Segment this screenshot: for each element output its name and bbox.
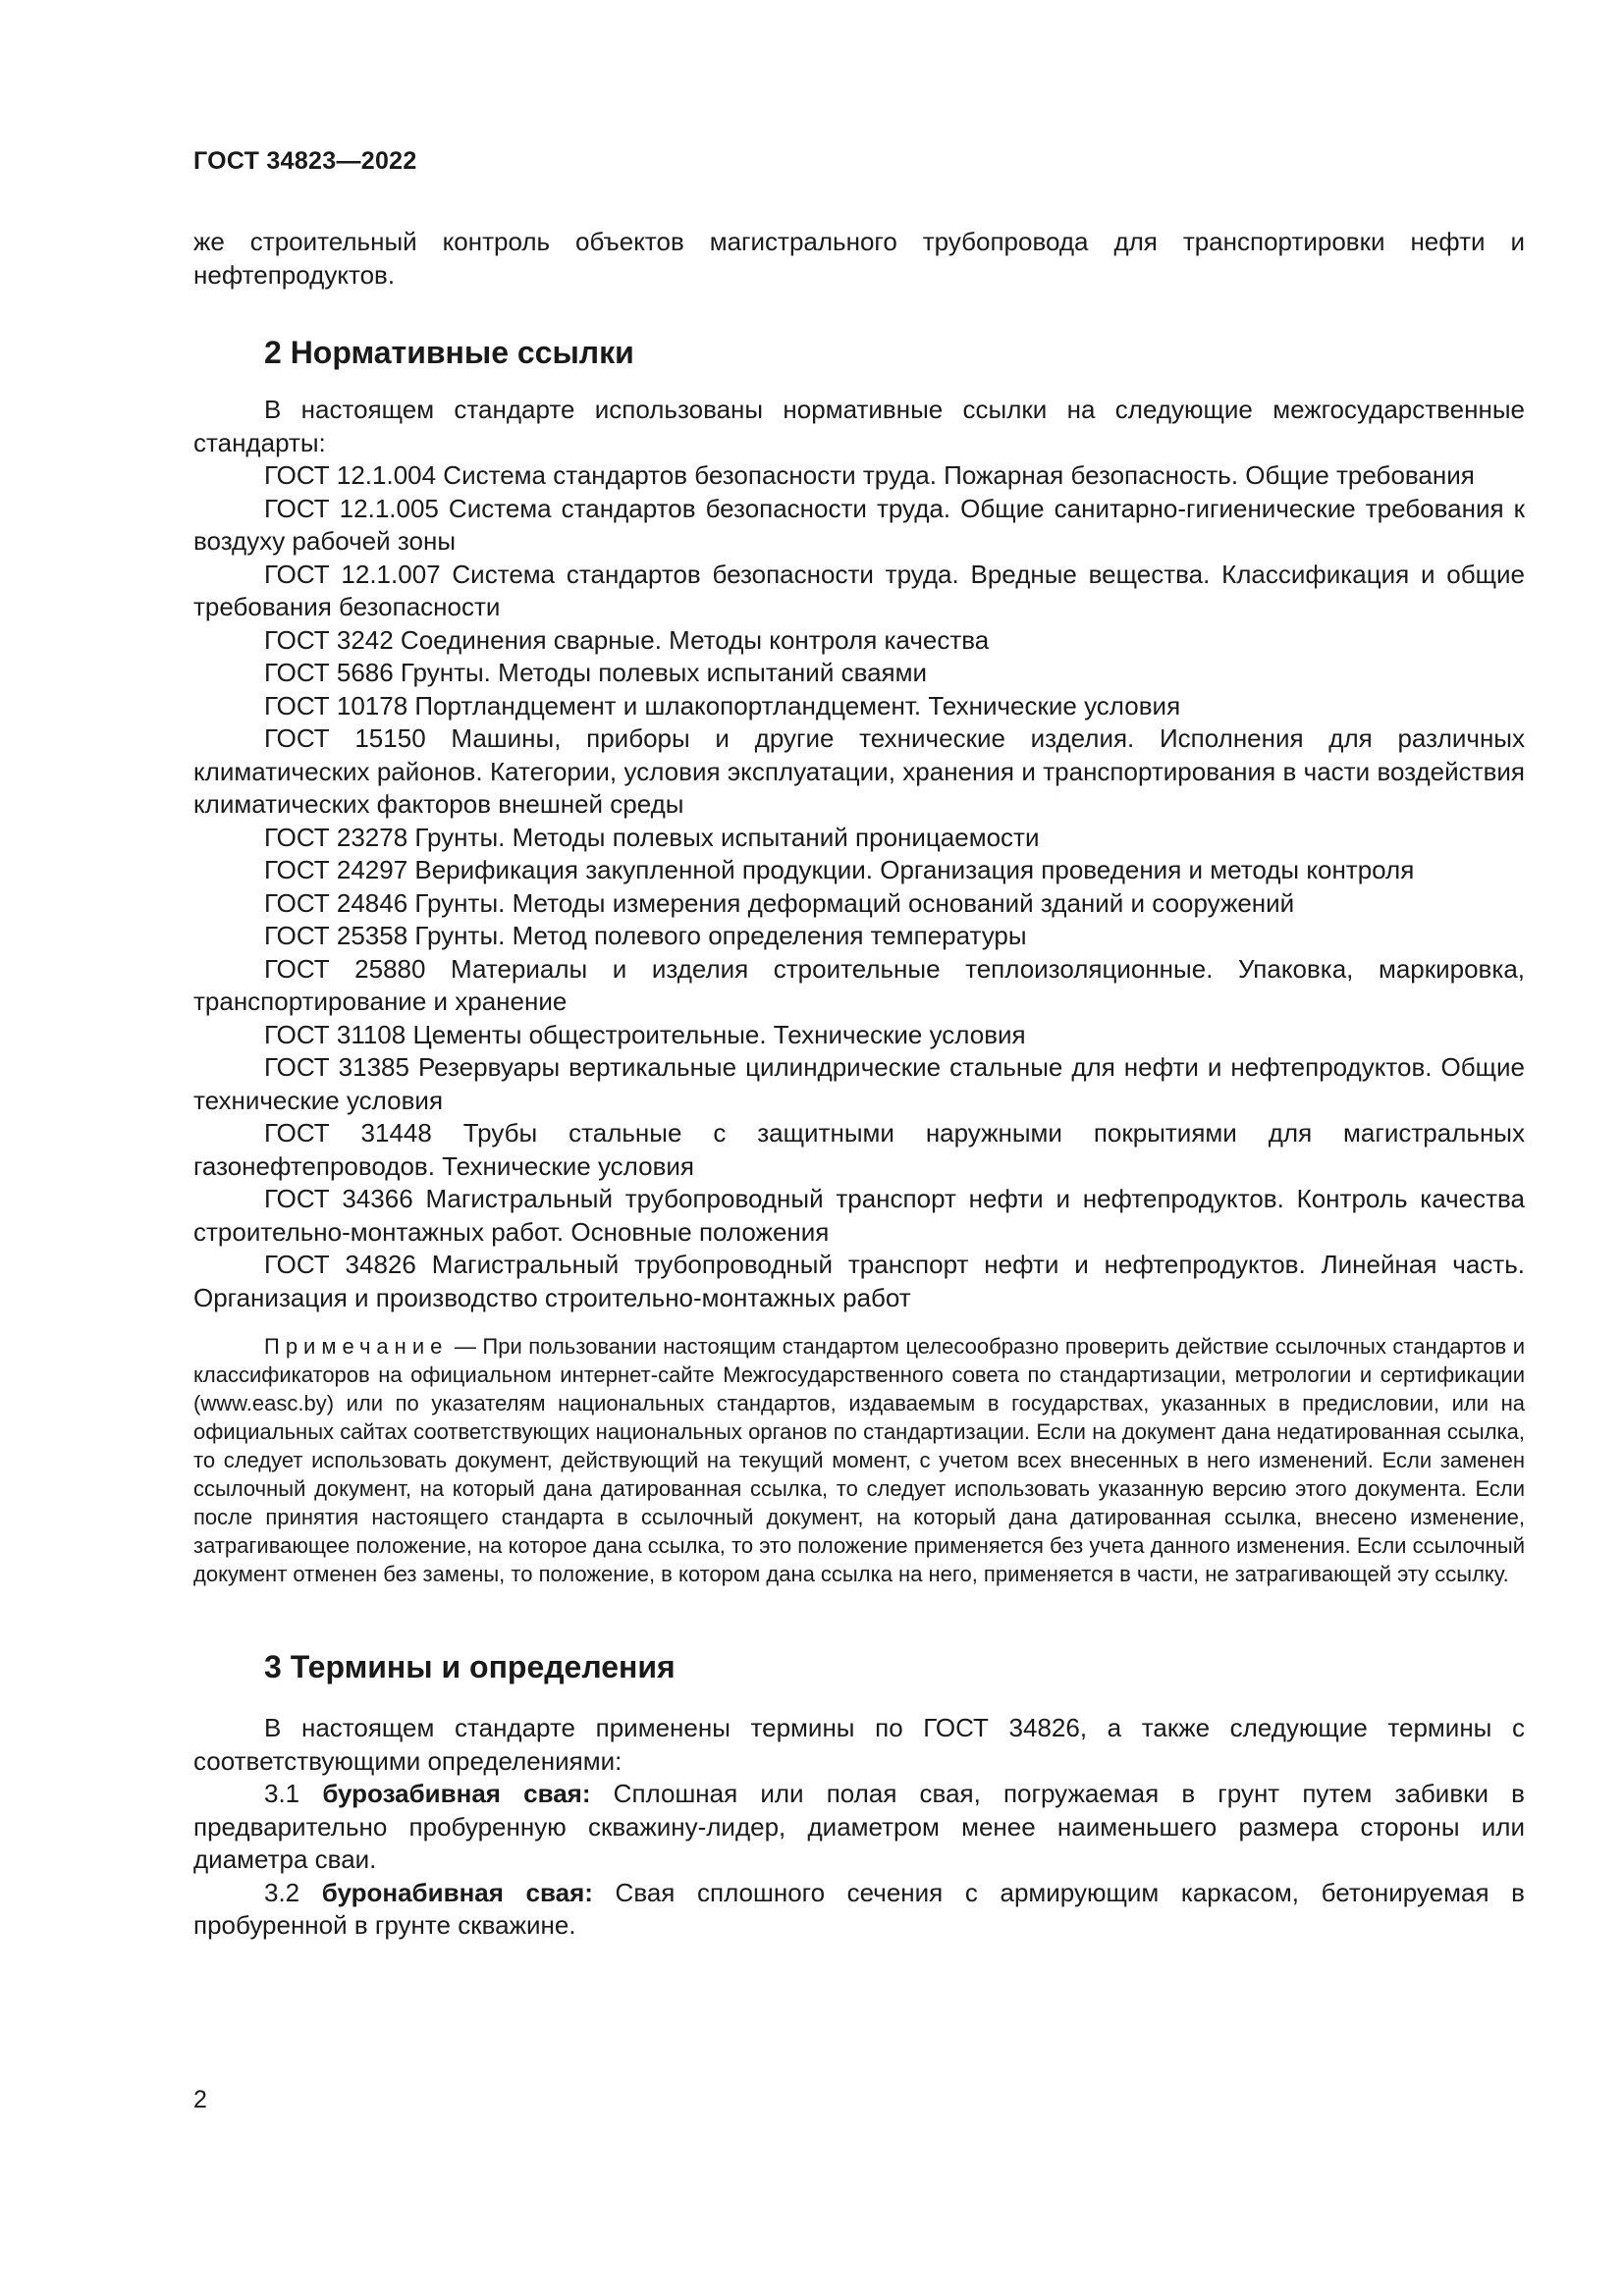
- page-number: 2: [193, 2086, 207, 2113]
- reference-item: ГОСТ 15150 Машины, приборы и другие технические изделия. Исполнения для различных климатических районов. Категории, условия эксплуатации, хранения и транспортирования в части воздействия климатических факторов внешней среды: [193, 723, 1525, 819]
- reference-item: ГОСТ 31385 Резервуары вертикальные цилиндрические стальные для нефти и нефтепродуктов. Общие технические условия: [193, 1052, 1525, 1115]
- term-entry: [193, 1778, 1525, 1877]
- term-number: 3.2: [264, 1877, 300, 1907]
- intro-continuation: же строительный контроль объектов магистрального трубопровода для транспортировки нефти и нефтепродуктов.: [193, 227, 1525, 290]
- term-definition: Сплошная или полая свая, погружаемая в грунт путем забивки в предварительно пробуренную скважину-лидер, диаметром менее наименьшего размера стороны или диаметра сваи.: [193, 1779, 1525, 1874]
- document-body: [193, 226, 1525, 1943]
- reference-item: ГОСТ 31448 Трубы стальные с защитными наружными покрытиями для магистральных газонефтепроводов. Технические условия: [193, 1118, 1525, 1181]
- term-entry: [193, 1877, 1525, 1943]
- reference-item: ГОСТ 3242 Соединения сварные. Методы контроля качества: [264, 624, 990, 655]
- reference-item: ГОСТ 10178 Портландцемент и шлакопортландцемент. Технические условия: [264, 690, 1181, 721]
- reference-item: ГОСТ 12.1.004 Система стандартов безопасности труда. Пожарная безопасность. Общие требования: [264, 460, 1475, 490]
- reference-item: ГОСТ 12.1.005 Система стандартов безопасности труда. Общие санитарно-гигиенические требования к воздуху рабочей зоны: [193, 493, 1525, 556]
- term-name: буронабивная свая:: [321, 1877, 593, 1907]
- reference-item: ГОСТ 25358 Грунты. Метод полевого определения температуры: [264, 921, 1027, 950]
- term-definition: Свая сплошного сечения с армирующим каркасом, бетонируемая в пробуренной в грунте скважине.: [193, 1877, 1525, 1940]
- reference-item: ГОСТ 12.1.007 Система стандартов безопасности труда. Вредные вещества. Классификация и общие требования безопасности: [193, 559, 1525, 621]
- note-label: Примечание: [264, 1334, 449, 1359]
- note-text: — При пользовании настоящим стандартом целесообразно проверить действие ссылочных стандартов и классификаторов на официальном интернет-сайте Межгосударственного совета по стандартизации, метрологии и сертификации (www.easc.by) или по указателям национальных стандартов, издаваемым в государствах, указанных в предисловии, или на официальных сайтах соответствующих национальных органов по стандартизации. Если на документ дана недатированная ссылка, то следует использовать документ, действующий на текущий момент, с учетом всех внесенных в него изменений. Если заменен ссылочный документ, на который дана датированная ссылка, то следует использовать указанную версию этого документа. Если после принятия настоящего стандарта в ссылочный документ, на который дана датированная ссылка, внесено изменение, затрагивающее положение, на которое дана ссылка, то это положение применяется без учета данного изменения. Если ссылочный документ отменен без замены, то положение, в котором дана ссылка на него, применяется в части, не затрагивающей эту ссылку.: [193, 1334, 1525, 1586]
- reference-item: ГОСТ 24846 Грунты. Методы измерения деформаций оснований зданий и сооружений: [264, 887, 1295, 918]
- reference-item: ГОСТ 34366 Магистральный трубопроводный транспорт нефти и нефтепродуктов. Контроль качества строительно-монтажных работ. Основные положения: [193, 1184, 1525, 1247]
- section-2-heading: 2 Нормативные ссылки: [264, 335, 634, 370]
- reference-item: ГОСТ 24297 Верификация закупленной продукции. Организация проведения и методы контроля: [264, 855, 1415, 884]
- section-2-intro: В настоящем стандарте использованы нормативные ссылки на следующие межгосударственные стандарты:: [193, 395, 1525, 457]
- section-3-intro: В настоящем стандарте применены термины по ГОСТ 34826, а также следующие термины с соответствующими определениями:: [193, 1713, 1525, 1776]
- reference-item: ГОСТ 25880 Материалы и изделия строительные теплоизоляционные. Упаковка, маркировка, транспортирование и хранение: [193, 953, 1525, 1016]
- section-3-heading: 3 Термины и определения: [264, 1649, 676, 1684]
- document-header-title: ГОСТ 34823—2022: [193, 147, 417, 175]
- term-name: бурозабивная свая:: [322, 1779, 591, 1808]
- reference-item: ГОСТ 23278 Грунты. Методы полевых испытаний проницаемости: [264, 822, 1040, 852]
- reference-item: ГОСТ 5686 Грунты. Методы полевых испытаний сваями: [264, 658, 928, 687]
- section-2-note: [193, 1332, 1525, 1588]
- reference-item: ГОСТ 34826 Магистральный трубопроводный транспорт нефти и нефтепродуктов. Линейная часть. Организация и производство строительно-монтажных работ: [193, 1250, 1525, 1312]
- term-number: 3.1: [264, 1779, 300, 1808]
- normative-references-list: [193, 459, 1525, 1314]
- reference-item: ГОСТ 31108 Цементы общестроительные. Технические условия: [264, 1019, 1026, 1049]
